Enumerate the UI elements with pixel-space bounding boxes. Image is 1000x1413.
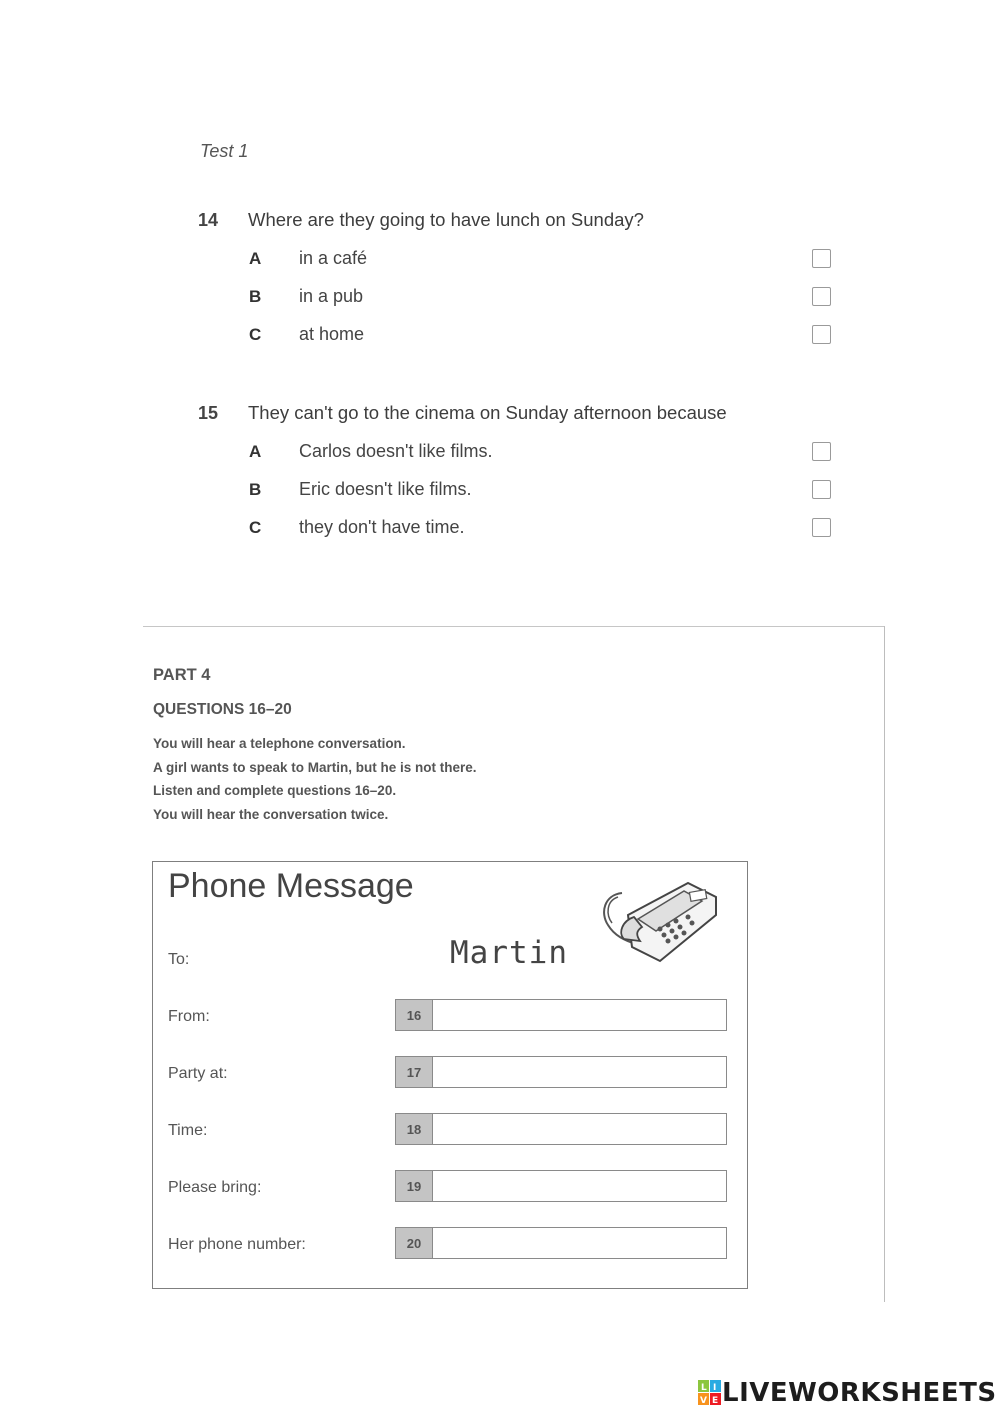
question-15-option-b-checkbox[interactable]: [812, 480, 831, 499]
svg-text:V: V: [700, 1396, 707, 1406]
question-17-answer-input[interactable]: [433, 1056, 727, 1088]
question-14-number: 14: [198, 210, 219, 230]
question-14-option-b-text: in a pub: [299, 286, 364, 306]
question-19-answer-input[interactable]: [433, 1170, 727, 1202]
test-label: Test 1: [200, 141, 249, 161]
question-15-option-a-text: Carlos doesn't like films.: [299, 441, 493, 461]
footer-brand[interactable]: [698, 1378, 997, 1408]
svg-text:E: E: [712, 1396, 719, 1406]
instruction-line-4: You will hear the conversation twice.: [153, 807, 389, 822]
question-15-option-c-letter: C: [249, 518, 262, 537]
svg-text:L: L: [701, 1383, 707, 1393]
question-16-answer-input[interactable]: [433, 999, 727, 1031]
footer-brand-text: LIVEWORKSHEETS: [722, 1378, 997, 1408]
phone-number-label: Her phone number:: [168, 1236, 306, 1253]
question-14-option-a-text: in a café: [299, 248, 368, 268]
question-16-number-box: 16: [395, 999, 433, 1031]
question-20-number-box: 20: [395, 1227, 433, 1259]
question-15-number: 15: [198, 403, 219, 423]
to-value: Martin: [450, 935, 568, 971]
question-14-option-b-checkbox[interactable]: [812, 287, 831, 306]
svg-text:I: I: [713, 1383, 717, 1393]
question-15-option-a-checkbox[interactable]: [812, 442, 831, 461]
form-title: Phone Message: [168, 867, 414, 905]
question-15-option-b-text: Eric doesn't like films.: [299, 479, 472, 499]
question-14-option-c-letter: C: [249, 325, 262, 344]
question-15-text: They can't go to the cinema on Sunday afternoon because: [248, 402, 727, 423]
question-15-option-c-text: they don't have time.: [299, 517, 465, 537]
question-14-text: Where are they going to have lunch on Sunday?: [248, 209, 644, 230]
panel-right-border: [884, 626, 885, 1302]
question-18-answer-input[interactable]: [433, 1113, 727, 1145]
liveworksheets-logo-icon: [698, 1380, 722, 1406]
from-label: From:: [168, 1008, 210, 1025]
question-19-number-box: 19: [395, 1170, 433, 1202]
panel-top-border: [143, 626, 885, 627]
instruction-line-3: Listen and complete questions 16–20.: [153, 783, 397, 798]
question-15-option-b-letter: B: [249, 480, 262, 499]
question-14-option-c-text: at home: [299, 324, 365, 344]
party-at-label: Party at:: [168, 1065, 228, 1082]
question-15-option-a-letter: A: [249, 442, 262, 461]
part-4-title: PART 4: [153, 666, 211, 684]
instruction-line-2: A girl wants to speak to Martin, but he is not there.: [153, 760, 477, 775]
please-bring-label: Please bring:: [168, 1179, 262, 1196]
question-17-number-box: 17: [395, 1056, 433, 1088]
question-18-number-box: 18: [395, 1113, 433, 1145]
to-label: To:: [168, 951, 190, 968]
telephone-icon: [598, 875, 723, 970]
question-15-option-c-checkbox[interactable]: [812, 518, 831, 537]
question-14-option-a-checkbox[interactable]: [812, 249, 831, 268]
question-20-answer-input[interactable]: [433, 1227, 727, 1259]
question-14-option-c-checkbox[interactable]: [812, 325, 831, 344]
questions-range-title: QUESTIONS 16–20: [153, 701, 292, 718]
question-14-option-a-letter: A: [249, 249, 262, 268]
time-label: Time:: [168, 1122, 208, 1139]
instruction-line-1: You will hear a telephone conversation.: [153, 736, 406, 751]
question-14-option-b-letter: B: [249, 287, 262, 306]
